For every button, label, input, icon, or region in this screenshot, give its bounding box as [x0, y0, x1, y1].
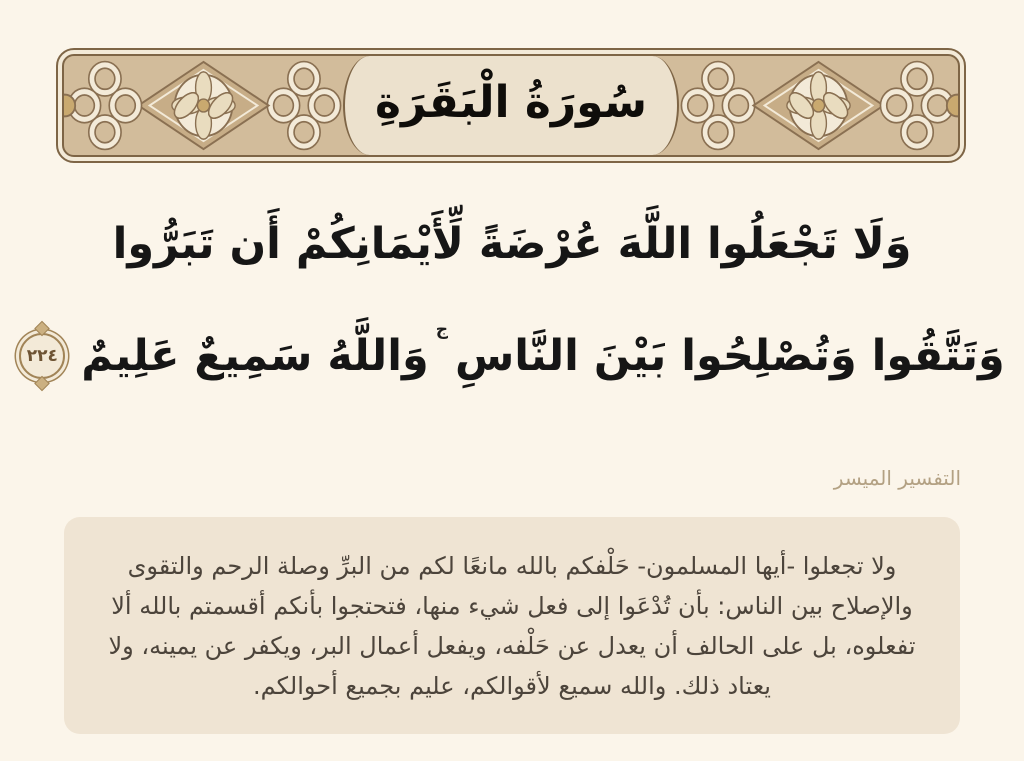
arabesque-ornament-left	[64, 56, 343, 155]
ayah-line-2-text-a: وَتَتَّقُوا وَتُصْلِحُوا بَيْنَ النَّاسِ	[454, 331, 1005, 381]
waqf-mark: ج	[435, 320, 448, 340]
surah-title: سُورَةُ الْبَقَرَةِ	[374, 76, 648, 128]
ayah-text	[0, 188, 1024, 412]
ayah-line-1-text: وَلَا تَجْعَلُوا اللَّهَ عُرْضَةً لِّأَيْمَانِكُمْ أَن تَبَرُّوا	[112, 219, 912, 269]
surah-header-frame	[62, 54, 960, 157]
arabesque-ornament-right	[679, 56, 958, 155]
tafsir-text: ولا تجعلوا -أيها المسلمون- حَلْفكم بالله مانعًا لكم من البرِّ وصلة الرحم والتقوى والإصلاح بين الناس: بأن تُدْعَوا إلى فعل شيء منها، فتحتجوا بأنكم أقسمتم بالله ألا تفعلوه، بل على الحالف أن يعدل عن حَلْفه، ويفعل أعمال البر، ويكفر عن يمينه، ولا يعتاد ذلك. والله سميع لأقوالكم، عليم بجميع أحوالكم.	[108, 552, 916, 700]
surah-header-banner	[56, 48, 966, 163]
ayah-line-2	[0, 300, 1024, 412]
surah-title-panel	[343, 56, 679, 155]
ayah-number: ٢٢٤	[26, 345, 58, 366]
ayah-line-2-text-b: وَاللَّهُ سَمِيعٌ عَلِيمٌ	[81, 331, 429, 381]
ayah-line-1	[0, 188, 1024, 300]
tafsir-source-label: التفسير الميسر	[833, 466, 961, 490]
ayah-number-medallion	[19, 333, 65, 379]
tafsir-box	[64, 517, 960, 734]
